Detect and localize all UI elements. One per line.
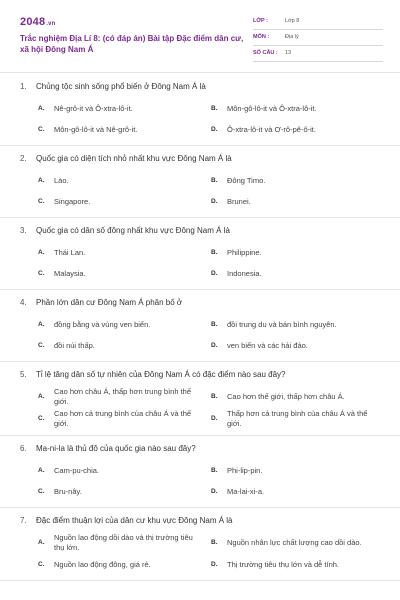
meta-row-count	[253, 46, 383, 62]
question-item	[0, 218, 400, 290]
option-text: Lào.	[54, 175, 69, 185]
option-letter: D.	[211, 487, 218, 495]
question-stem	[20, 153, 380, 171]
answer-options	[20, 315, 380, 357]
answer-options	[20, 387, 380, 431]
question-number: 2.	[20, 154, 27, 163]
option-text: đồi núi thấp.	[54, 340, 95, 350]
answer-option[interactable]	[211, 243, 384, 264]
answer-option[interactable]	[211, 387, 384, 409]
question-text: Tỉ lệ tăng dân số tự nhiên của Đông Nam Á có đặc điểm nào sau đây?	[36, 370, 286, 379]
question-stem	[20, 225, 380, 243]
option-text: Cao hơn cả trung bình của châu Á và thế giới.	[54, 409, 192, 428]
option-letter: D.	[211, 560, 218, 568]
option-text: Singapore.	[54, 196, 91, 206]
answer-option[interactable]	[211, 336, 384, 357]
option-letter: D.	[211, 125, 218, 133]
option-letter: A.	[38, 320, 45, 328]
answer-option[interactable]	[38, 409, 211, 431]
option-letter: D.	[211, 341, 218, 349]
answer-option[interactable]	[38, 555, 211, 576]
option-text: Bru-nây.	[54, 486, 82, 496]
option-letter: C.	[38, 487, 45, 495]
question-stem	[20, 81, 380, 99]
option-letter: A.	[38, 393, 45, 400]
answer-option[interactable]	[38, 120, 211, 141]
option-letter: B.	[211, 248, 218, 256]
answer-option[interactable]	[38, 336, 211, 357]
option-letter: B.	[211, 539, 218, 546]
option-text: Môn-gô-lô-it và Ô-xtra-lô-it.	[227, 103, 317, 113]
question-text: Quốc gia có dân số đông nhất khu vực Đông Nam Á là	[36, 226, 230, 235]
question-number: 6.	[20, 444, 27, 453]
answer-option[interactable]	[211, 482, 384, 503]
option-text: Brunei.	[227, 196, 251, 206]
option-text: Malaysia.	[54, 268, 86, 278]
option-text: Ô-xtra-lô-it và Ơ-rô-pê-ô-it.	[227, 124, 316, 134]
answer-option[interactable]	[38, 99, 211, 120]
question-stem	[20, 369, 380, 387]
option-text: Đông Timo.	[227, 175, 266, 185]
answer-option[interactable]	[211, 99, 384, 120]
question-stem	[20, 443, 380, 461]
question-number: 5.	[20, 370, 27, 379]
answer-option[interactable]	[211, 555, 384, 576]
option-letter: A.	[38, 248, 45, 256]
answer-options	[20, 171, 380, 213]
page-header	[0, 0, 400, 64]
answer-option[interactable]	[38, 264, 211, 285]
question-item	[0, 362, 400, 436]
option-text: Nguồn lao động dồi dào và thị trường tiêu thụ lớn.	[54, 533, 193, 552]
answer-option[interactable]	[38, 533, 211, 555]
question-list	[0, 74, 400, 581]
option-text: Thị trường tiêu thụ lớn và dễ tính.	[227, 559, 339, 569]
option-letter: C.	[38, 560, 45, 568]
option-text: đồi trung du và bán bình nguyên.	[227, 319, 337, 329]
option-letter: A.	[38, 539, 45, 546]
meta-label: SỐ CÂU :	[253, 50, 278, 56]
answer-option[interactable]	[211, 533, 384, 555]
option-letter: B.	[211, 466, 218, 474]
option-letter: D.	[211, 415, 218, 422]
meta-row-grade	[253, 14, 383, 30]
page-title: Trắc nghiệm Địa Lí 8: (có đáp án) Bài tập Đặc điểm dân cư, xã hội Đông Nam Á	[20, 34, 244, 54]
question-number: 7.	[20, 516, 27, 525]
question-text: Quốc gia có diện tích nhỏ nhất khu vực Đông Nam Á là	[36, 154, 232, 163]
question-item	[0, 508, 400, 581]
option-letter: C.	[38, 125, 45, 133]
option-letter: B.	[211, 176, 218, 184]
answer-options	[20, 99, 380, 141]
question-text: Đặc điểm thuận lợi của dân cư khu vực Đông Nam Á là	[36, 516, 233, 525]
question-number: 3.	[20, 226, 27, 235]
option-letter: B.	[211, 393, 218, 400]
logo-suffix: .vn	[46, 21, 56, 27]
meta-value: 13	[285, 50, 292, 56]
answer-option[interactable]	[38, 482, 211, 503]
answer-option[interactable]	[211, 409, 384, 431]
answer-options	[20, 243, 380, 285]
option-letter: C.	[38, 197, 45, 205]
option-letter: B.	[211, 104, 218, 112]
site-logo[interactable]	[20, 16, 56, 28]
answer-option[interactable]	[38, 171, 211, 192]
option-letter: C.	[38, 415, 45, 422]
option-text: Nê-grô-it và Ô-xtra-lô-it.	[54, 103, 133, 113]
question-text: Ma-ni-la là thủ đô của quốc gia nào sau đây?	[36, 444, 196, 453]
option-letter: D.	[211, 197, 218, 205]
answer-option[interactable]	[38, 243, 211, 264]
answer-option[interactable]	[38, 461, 211, 482]
meta-label: MÔN :	[253, 34, 270, 40]
option-text: Cao hơn thế giới, thấp hơn châu Á.	[227, 392, 345, 401]
option-text: Cao hơn châu Á, thấp hơn trung bình thế giới.	[54, 387, 192, 406]
option-letter: B.	[211, 320, 218, 328]
question-stem	[20, 515, 380, 533]
meta-row-subject	[253, 30, 383, 46]
option-letter: C.	[38, 341, 45, 349]
answer-option[interactable]	[38, 315, 211, 336]
answer-option[interactable]	[211, 315, 384, 336]
logo-main: 2048	[20, 16, 46, 28]
option-text: Phi-lip-pin.	[227, 465, 263, 475]
answer-option[interactable]	[211, 171, 384, 192]
question-text: Chủng tộc sinh sống phổ biến ở Đông Nam Á là	[36, 82, 206, 91]
meta-value: Lớp 8	[285, 18, 300, 24]
meta-value: Địa lý	[285, 34, 299, 40]
answer-option[interactable]	[211, 120, 384, 141]
question-number: 1.	[20, 82, 27, 91]
option-letter: A.	[38, 466, 45, 474]
option-text: Philippine.	[227, 247, 262, 257]
answer-option[interactable]	[211, 192, 384, 213]
option-text: Cam-pu-chia.	[54, 465, 100, 475]
meta-info	[253, 14, 383, 62]
option-text: Indonesia.	[227, 268, 262, 278]
option-letter: C.	[38, 269, 45, 277]
answer-option[interactable]	[38, 192, 211, 213]
question-item	[0, 146, 400, 218]
option-text: Ma-lai-xi-a.	[227, 486, 265, 496]
option-text: Môn-gô-lô-it và Nê-grô-it.	[54, 124, 138, 134]
option-text: Thấp hơn cả trung bình của châu Á và thế giới.	[227, 409, 368, 428]
question-item	[0, 436, 400, 508]
question-item	[0, 74, 400, 146]
option-text: Nguồn nhân lực chất lượng cao dồi dào.	[227, 538, 362, 547]
answer-options	[20, 461, 380, 503]
option-text: ven biển và các hải đảo.	[227, 340, 308, 350]
option-text: Thái Lan.	[54, 247, 86, 257]
option-letter: A.	[38, 104, 45, 112]
answer-option[interactable]	[38, 387, 211, 409]
option-letter: A.	[38, 176, 45, 184]
meta-label: LỚP :	[253, 18, 268, 24]
answer-options	[20, 533, 380, 576]
header-divider	[0, 72, 400, 73]
answer-option[interactable]	[211, 264, 384, 285]
answer-option[interactable]	[211, 461, 384, 482]
question-text: Phần lớn dân cư Đông Nam Á phân bố ở	[36, 298, 183, 307]
option-letter: D.	[211, 269, 218, 277]
option-text: Nguồn lao động đông, giá rẻ.	[54, 559, 151, 569]
question-stem	[20, 297, 380, 315]
option-text: đồng bằng và vùng ven biển.	[54, 319, 151, 329]
question-item	[0, 290, 400, 362]
question-number: 4.	[20, 298, 27, 307]
